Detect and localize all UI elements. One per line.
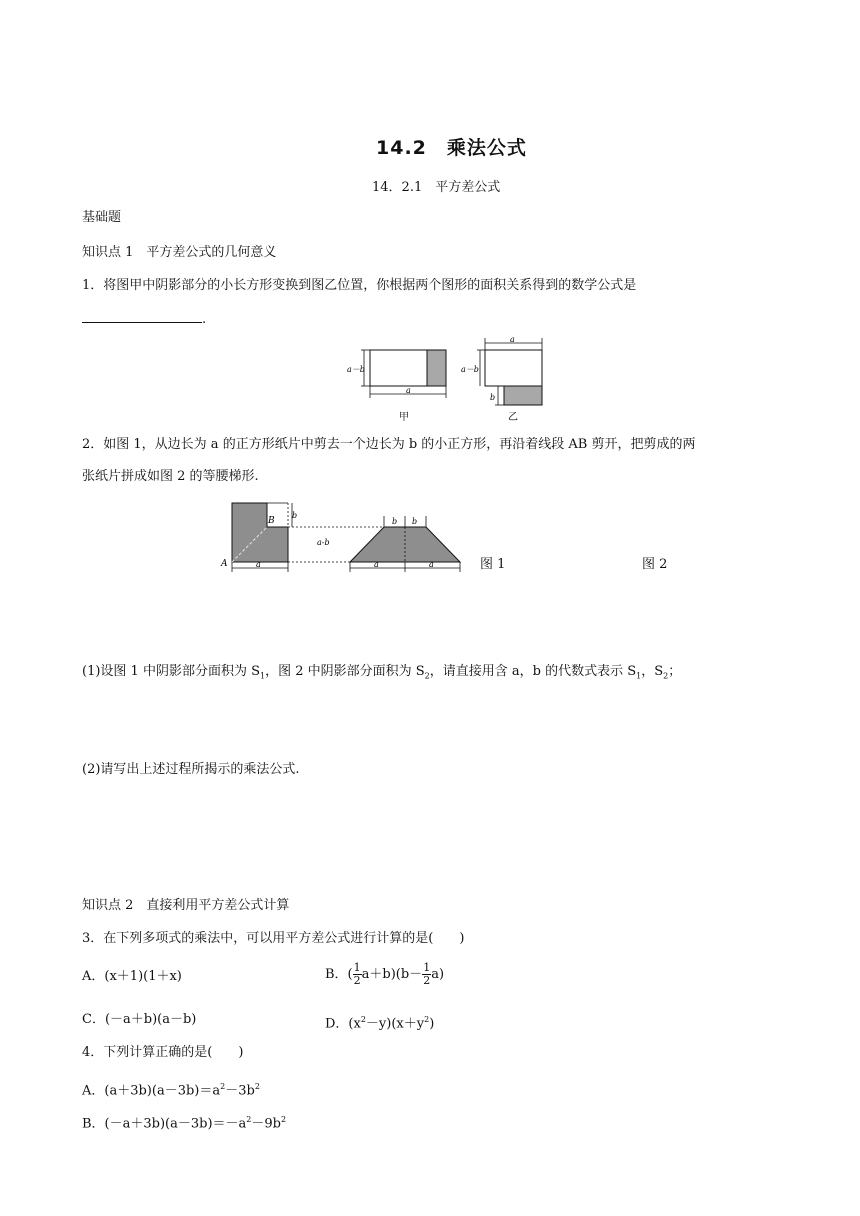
question-3-option-a: A．(x＋1)(1＋x)	[82, 969, 182, 984]
fig2-label-a2: a	[429, 560, 434, 569]
fig-label-a-minus-b: a-b	[317, 538, 330, 547]
fig2-label-b2: b	[412, 517, 418, 526]
question-2-line2: 张纸片拼成如图 2 的等腰梯形.	[82, 469, 259, 484]
question-1-answer-line: .	[82, 310, 206, 328]
question-2-line1: 2．如图 1，从边长为 a 的正方形纸片中剪去一个边长为 b 的小正方形，再沿着线段 AB 剪开，把剪成的两	[82, 437, 696, 452]
level-heading: 基础题	[82, 210, 122, 225]
question-3-option-d: D．$(x^2-y)(x+y^2)$	[325, 1015, 435, 1032]
question-3-option-b: B．( $\frac{1}{2}$ a＋b)(b－ $\frac{1}{2}$ a)	[325, 961, 445, 987]
question-3-option-c: C．(－a＋b)(a－b)	[82, 1012, 197, 1027]
fig2-label-a1: a	[374, 560, 379, 569]
question-3-stem: 3．在下列多项式的乘法中，可以用平方差公式进行计算的是( )	[82, 931, 465, 946]
question-2-part-1: (1)设图 1 中阴影部分面积为 $S_1$，图 2 中阴影部分面积为 $S_2$，请直接用含 a，b 的代数式表示 $S_1$，$S_2$；	[82, 664, 682, 681]
knowledge-point-2: 知识点 2 直接利用平方差公式计算	[82, 898, 290, 913]
fig1-label-B: B	[268, 516, 275, 526]
label-a: a	[406, 386, 411, 395]
figure-1-2	[220, 498, 470, 576]
label-a-minus-b-2: a－b	[461, 365, 479, 374]
figure-jia-yi	[340, 334, 550, 426]
fig1-label-a: a	[256, 560, 261, 569]
fig1-label-A: A	[221, 559, 228, 569]
knowledge-point-1: 知识点 1 平方差公式的几何意义	[82, 245, 277, 260]
question-4-option-a: A．$(a+3b)(a-3b)=a^2-3b^2$	[82, 1082, 260, 1099]
label-yi: 乙	[508, 412, 518, 423]
figure-2-caption: 图 2	[642, 557, 668, 572]
label-a-minus-b: a－b	[347, 365, 365, 374]
question-4-stem: 4．下列计算正确的是( )	[82, 1045, 244, 1060]
question-2-part-2: (2)请写出上述过程所揭示的乘法公式.	[82, 762, 300, 777]
figure-1-caption: 图 1	[480, 557, 506, 572]
question-4-option-b: B．$(-a+3b)(a-3b)=-a^2-9b^2$	[82, 1115, 287, 1132]
page-title: 14.2 乘法公式	[376, 137, 527, 159]
label-jia: 甲	[399, 412, 409, 423]
fig2-label-b1: b	[392, 517, 398, 526]
label-b: b	[490, 393, 496, 402]
question-1-text: 1．将图甲中阴影部分的小长方形变换到图乙位置，你根据两个图形的面积关系得到的数学公式是	[82, 278, 637, 293]
label-a-2: a	[510, 335, 515, 344]
answer-blank	[82, 310, 202, 323]
section-subtitle: 14．2.1 平方差公式	[372, 180, 501, 195]
fig1-label-b: b	[292, 511, 298, 520]
